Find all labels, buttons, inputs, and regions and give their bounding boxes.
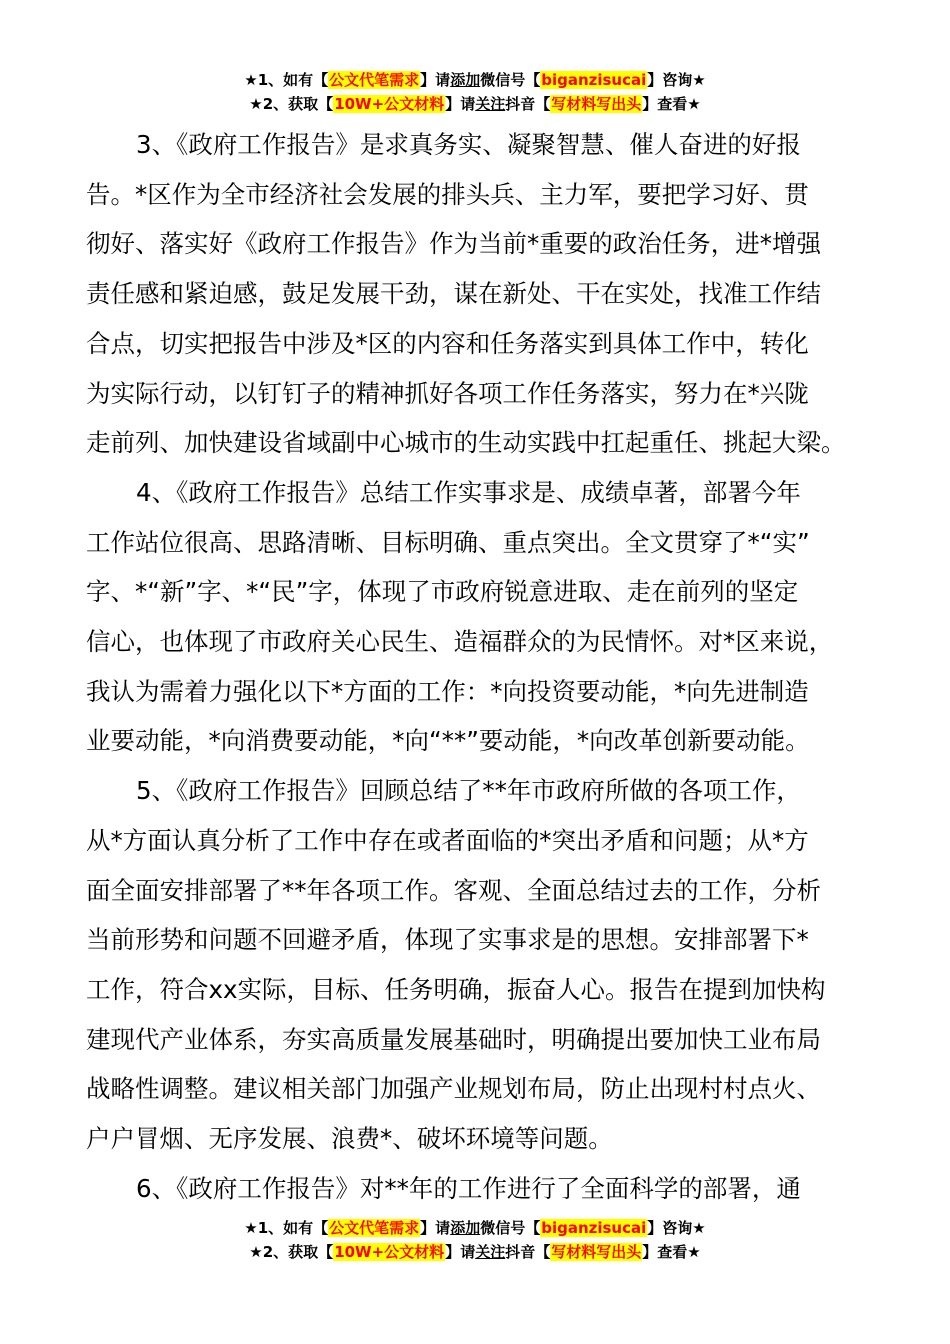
text-line: 战略性调整。建议相关部门加强产业规划布局，防止出现村村点火、: [86, 1074, 821, 1104]
banner-underlined-text: 关注: [475, 1243, 506, 1261]
banner-underlined-text: 添加: [450, 71, 481, 89]
text-line: 5、《政府工作报告》回顾总结了**年市政府所做的各项工作，: [136, 776, 801, 806]
banner-text: 】请: [445, 95, 476, 113]
text-line: 工作，符合xx实际，目标、任务明确，振奋人心。报告在提到加快构: [86, 974, 826, 1004]
banner-text: 】查看★: [642, 1243, 701, 1261]
banner-underlined-text: 关注: [475, 95, 506, 113]
banner-highlight: 10W+公文材料: [334, 95, 445, 113]
banner-text: 抖音【: [505, 1243, 551, 1261]
banner-text: 】请: [420, 71, 451, 89]
banner-underlined-text: 添加: [450, 1219, 481, 1237]
footer-banner-line-1: [0, 1216, 950, 1240]
text-line: 6、《政府工作报告》对**年的工作进行了全面科学的部署，通: [136, 1173, 801, 1203]
banner-text: 微信号【: [480, 1219, 541, 1237]
document-body: [86, 120, 868, 1213]
text-line: 彻好、落实好《政府工作报告》作为当前*重要的政治任务，进*增强: [86, 229, 821, 259]
footer-banner-line-2: [0, 1240, 950, 1264]
text-line: 建现代产业体系，夯实高质量发展基础时，明确提出要加快工业布局: [86, 1024, 821, 1054]
header-banner-line-2: [0, 92, 950, 116]
text-line: 从*方面认真分析了工作中存在或者面临的*突出矛盾和问题；从*方: [86, 825, 809, 855]
text-line: 4、《政府工作报告》总结工作实事求是、成绩卓著，部署今年: [136, 477, 801, 507]
banner-text: ★1、如有【: [244, 71, 329, 89]
text-line: 业要动能，*向消费要动能，*向“**”要动能，*向改革创新要动能。: [86, 726, 810, 756]
banner-text: 】请: [445, 1243, 476, 1261]
banner-highlight: biganzisucai: [541, 1219, 647, 1237]
banner-text: 】请: [420, 1219, 451, 1237]
text-line: 为实际行动，以钉钉子的精神抓好各项工作任务落实，努力在*兴陇: [86, 378, 809, 408]
header-banner: [0, 68, 950, 116]
header-banner-line-1: [0, 68, 950, 92]
banner-highlight: 10W+公文材料: [334, 1243, 445, 1261]
text-line: 我认为需着力强化以下*方面的工作：*向投资要动能，*向先进制造: [86, 676, 809, 706]
banner-text: 微信号【: [480, 71, 541, 89]
banner-highlight: 公文代笔需求: [329, 71, 420, 89]
banner-text: 】咨询★: [647, 1219, 706, 1237]
text-line: 告。*区作为全市经济社会发展的排头兵、主力军，要把学习好、贯: [86, 179, 809, 209]
banner-highlight: 写材料写出头: [551, 95, 642, 113]
text-line: 户户冒烟、无序发展、浪费*、破坏环境等问题。: [86, 1124, 613, 1154]
paragraph-6: [86, 1164, 868, 1214]
text-line: 当前形势和问题不回避矛盾，体现了实事求是的思想。安排部署下*: [86, 925, 809, 955]
banner-highlight: biganzisucai: [541, 71, 647, 89]
text-line: 合点，切实把报告中涉及*区的内容和任务落实到具体工作中，转化: [86, 328, 809, 358]
banner-text: 】咨询★: [647, 71, 706, 89]
banner-text: ★2、获取【: [249, 95, 334, 113]
text-line: 3、《政府工作报告》是求真务实、凝聚智慧、催人奋进的好报: [136, 130, 801, 159]
text-line: 走前列、加快建设省域副中心城市的生动实践中扛起重任、挑起大梁。: [86, 428, 846, 458]
banner-highlight: 公文代笔需求: [329, 1219, 420, 1237]
banner-highlight: 写材料写出头: [551, 1243, 642, 1261]
banner-text: 抖音【: [505, 95, 551, 113]
banner-text: 】查看★: [642, 95, 701, 113]
text-line: 责任感和紧迫感，鼓足发展干劲，谋在新处、干在实处，找准工作结: [86, 279, 821, 309]
paragraph-5: [86, 766, 868, 1164]
banner-text: ★1、如有【: [244, 1219, 329, 1237]
text-line: 面全面安排部署了**年各项工作。客观、全面总结过去的工作，分析: [86, 875, 821, 905]
text-line: 信心，也体现了市政府关心民生、造福群众的为民情怀。对*区来说，: [86, 627, 834, 657]
text-line: 字、*“新”字、*“民”字，体现了市政府锐意进取、走在前列的坚定: [86, 577, 799, 607]
banner-text: ★2、获取【: [249, 1243, 334, 1261]
paragraph-4: [86, 468, 868, 766]
footer-banner: [0, 1216, 950, 1264]
text-line: 工作站位很高、思路清晰、目标明确、重点突出。全文贯穿了*“实”: [86, 527, 810, 557]
paragraph-3: [86, 120, 868, 468]
